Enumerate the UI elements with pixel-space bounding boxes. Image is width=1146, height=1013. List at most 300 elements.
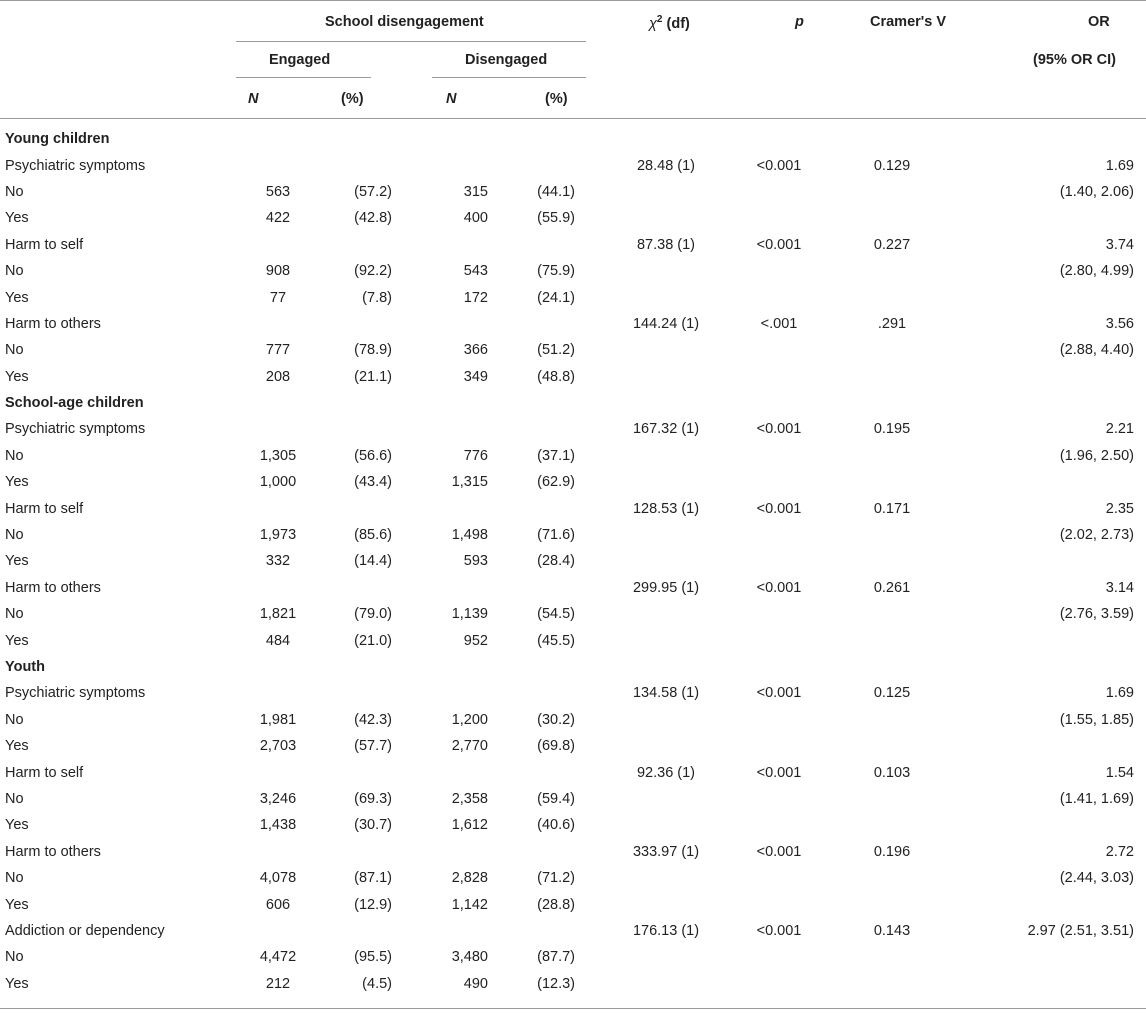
row-label: Harm to others [5, 315, 101, 332]
chi-square [596, 786, 736, 812]
disengaged-pct [488, 495, 596, 521]
category-row [0, 364, 1146, 390]
odds-ratio [962, 364, 1146, 390]
engaged-pct: (4.5) [362, 975, 392, 992]
chi-square [596, 654, 736, 680]
engaged-n: 484 [265, 632, 291, 649]
category-row [0, 944, 1146, 970]
category-row [0, 179, 1146, 205]
p-value: <0.001 [756, 421, 802, 438]
p-value [736, 812, 822, 838]
row-label: Harm to others [5, 579, 101, 596]
engaged-n [236, 416, 320, 442]
chi-square: 92.36 (1) [636, 764, 696, 781]
category-row [0, 627, 1146, 653]
odds-ratio: 1.69 [1105, 685, 1134, 702]
row-label: Yes [5, 632, 29, 649]
disengaged-n: 2,358 [451, 790, 488, 807]
chi-square: 134.58 (1) [632, 685, 700, 702]
p-value: <0.001 [756, 685, 802, 702]
engaged-pct: (69.3) [354, 790, 392, 807]
odds-ratio [962, 733, 1146, 759]
disengaged-pct [488, 416, 596, 442]
p-value: <0.001 [756, 500, 802, 517]
engaged-pct [320, 232, 418, 258]
engaged-n: 4,078 [259, 870, 297, 887]
cramers-v [822, 812, 962, 838]
p-value [736, 337, 822, 363]
disengaged-pct [488, 839, 596, 865]
category-row [0, 971, 1146, 997]
odds-ratio: (1.96, 2.50) [1059, 447, 1134, 464]
variable-row [0, 839, 1146, 865]
cramers-v [822, 891, 962, 917]
disengaged-pct [488, 232, 596, 258]
row-label: Psychiatric symptoms [5, 421, 146, 438]
variable-row [0, 680, 1146, 706]
p-value: <0.001 [756, 236, 802, 253]
chi-square [596, 258, 736, 284]
disengaged-n: 952 [463, 632, 488, 649]
chi-square [596, 971, 736, 997]
odds-ratio: 3.74 [1105, 236, 1134, 253]
cramers-v [822, 601, 962, 627]
chi-square: 87.38 (1) [636, 236, 696, 253]
cramers-v [822, 971, 962, 997]
chi-square: 333.97 (1) [632, 843, 700, 860]
header-or-ci: (95% OR CI) [1033, 52, 1116, 68]
section-row [0, 126, 1146, 152]
engaged-pct: (30.7) [354, 817, 392, 834]
disengaged-n: 1,498 [451, 527, 488, 544]
engaged-pct [320, 390, 418, 416]
p-value: <0.001 [756, 922, 802, 939]
category-row [0, 284, 1146, 310]
variable-row [0, 232, 1146, 258]
engaged-n [236, 126, 320, 152]
disengaged-pct: (45.5) [537, 632, 575, 649]
chi-square [596, 443, 736, 469]
engaged-n: 1,438 [259, 817, 297, 834]
disengaged-n [418, 126, 488, 152]
odds-ratio: 2.35 [1105, 500, 1134, 517]
odds-ratio: 3.56 [1105, 315, 1134, 332]
category-row [0, 812, 1146, 838]
row-label: Psychiatric symptoms [5, 157, 146, 174]
chi-symbol: χ [649, 15, 657, 32]
disengaged-n: 593 [463, 553, 488, 570]
chi-square [596, 205, 736, 231]
p-value [736, 179, 822, 205]
row-label: Young children [5, 131, 110, 148]
disengaged-n: 400 [463, 210, 488, 227]
engaged-pct [320, 654, 418, 680]
p-value [736, 548, 822, 574]
disengaged-n [418, 759, 488, 785]
engaged-pct: (7.8) [362, 289, 392, 306]
disengaged-n [418, 232, 488, 258]
engaged-pct [320, 575, 418, 601]
disengaged-pct: (69.8) [537, 738, 575, 755]
row-label: No [5, 183, 24, 200]
engaged-pct: (57.2) [354, 183, 392, 200]
disengaged-n [418, 152, 488, 178]
odds-ratio: (2.88, 4.40) [1059, 342, 1134, 359]
engaged-pct: (21.0) [354, 632, 392, 649]
p-value [736, 126, 822, 152]
category-row [0, 469, 1146, 495]
row-label: Harm to self [5, 500, 84, 517]
engaged-n: 908 [265, 263, 291, 280]
engaged-pct [320, 495, 418, 521]
row-label: Harm to others [5, 843, 101, 860]
p-value [736, 944, 822, 970]
engaged-n: 3,246 [259, 790, 297, 807]
row-label: No [5, 790, 24, 807]
disengaged-n: 315 [463, 183, 488, 200]
odds-ratio: (2.02, 2.73) [1059, 527, 1134, 544]
cramers-v: 0.103 [873, 764, 911, 781]
p-value [736, 891, 822, 917]
variable-row [0, 311, 1146, 337]
odds-ratio [962, 891, 1146, 917]
spanner-rule-engaged [236, 77, 371, 78]
engaged-n: 332 [265, 553, 291, 570]
chi-square [596, 179, 736, 205]
disengaged-pct: (51.2) [537, 342, 575, 359]
row-label: No [5, 870, 24, 887]
cramers-v: 0.196 [873, 843, 911, 860]
odds-ratio: (2.44, 3.03) [1059, 870, 1134, 887]
cramers-v [822, 469, 962, 495]
disengaged-pct: (30.2) [537, 711, 575, 728]
engaged-n [236, 759, 320, 785]
odds-ratio: 1.54 [1105, 764, 1134, 781]
row-label: No [5, 263, 24, 280]
disengaged-n [418, 495, 488, 521]
row-label: No [5, 527, 24, 544]
header-or: OR [1088, 14, 1110, 30]
cramers-v [822, 126, 962, 152]
disengaged-pct: (87.7) [537, 949, 575, 966]
row-label: School-age children [5, 395, 144, 412]
engaged-pct: (95.5) [354, 949, 392, 966]
engaged-pct: (42.8) [354, 210, 392, 227]
engaged-n: 606 [265, 896, 291, 913]
cramers-v: 0.195 [873, 421, 911, 438]
disengaged-n: 366 [463, 342, 488, 359]
row-label: Yes [5, 975, 29, 992]
cramers-v [822, 627, 962, 653]
cramers-v: 0.129 [873, 157, 911, 174]
disengaged-pct: (28.4) [537, 553, 575, 570]
header-engaged-pct: (%) [341, 91, 364, 107]
p-value [736, 733, 822, 759]
chi-square [596, 126, 736, 152]
category-row [0, 786, 1146, 812]
chi-square: 128.53 (1) [632, 500, 700, 517]
header-engaged-n: N [248, 91, 259, 107]
engaged-n: 777 [265, 342, 291, 359]
engaged-n: 1,973 [259, 527, 297, 544]
chi-df-label: (df) [662, 15, 690, 32]
odds-ratio [962, 126, 1146, 152]
chi-square [596, 601, 736, 627]
row-label: Yes [5, 289, 29, 306]
cramers-v [822, 654, 962, 680]
row-label: No [5, 711, 24, 728]
engaged-pct [320, 311, 418, 337]
engaged-pct [320, 152, 418, 178]
engaged-pct [320, 839, 418, 865]
cramers-v [822, 364, 962, 390]
chi-square [596, 469, 736, 495]
chi-square: 167.32 (1) [632, 421, 700, 438]
odds-ratio [962, 971, 1146, 997]
engaged-pct: (14.4) [354, 553, 392, 570]
engaged-pct: (85.6) [354, 527, 392, 544]
odds-ratio [962, 654, 1146, 680]
odds-ratio [962, 390, 1146, 416]
cramers-v [822, 522, 962, 548]
category-row [0, 891, 1146, 917]
category-row [0, 548, 1146, 574]
chi-superscript: 2 [656, 14, 663, 25]
variable-row [0, 416, 1146, 442]
chi-square [596, 812, 736, 838]
category-row [0, 601, 1146, 627]
header-school-disengagement: School disengagement [325, 14, 484, 30]
chi-square [596, 891, 736, 917]
disengaged-n: 3,480 [451, 949, 488, 966]
header-engaged: Engaged [269, 52, 331, 68]
cramers-v [822, 284, 962, 310]
disengaged-n: 1,200 [451, 711, 488, 728]
top-rule [0, 0, 1146, 1]
engaged-pct: (92.2) [354, 263, 392, 280]
row-label: Yes [5, 738, 29, 755]
variable-row [0, 918, 1146, 944]
header-disengaged: Disengaged [465, 52, 548, 68]
cramers-v: .291 [877, 315, 907, 332]
disengaged-pct: (54.5) [537, 606, 575, 623]
disengaged-pct: (62.9) [537, 474, 575, 491]
engaged-n [236, 654, 320, 680]
engaged-pct: (56.6) [354, 447, 392, 464]
cramers-v [822, 865, 962, 891]
disengaged-pct: (28.8) [537, 896, 575, 913]
engaged-n: 563 [265, 183, 291, 200]
disengaged-n [418, 654, 488, 680]
engaged-pct: (43.4) [354, 474, 392, 491]
cramers-v: 0.227 [873, 236, 911, 253]
disengaged-n: 2,770 [451, 738, 488, 755]
p-value [736, 364, 822, 390]
disengaged-n [418, 575, 488, 601]
disengaged-n [418, 918, 488, 944]
disengaged-n: 1,142 [451, 896, 488, 913]
chi-square [596, 364, 736, 390]
engaged-n [236, 390, 320, 416]
header-chi-square [649, 14, 690, 32]
cramers-v [822, 548, 962, 574]
engaged-pct: (12.9) [354, 896, 392, 913]
spanner-rule-disengaged [432, 77, 586, 78]
disengaged-pct: (24.1) [537, 289, 575, 306]
engaged-n: 1,821 [259, 606, 297, 623]
row-label: Yes [5, 817, 29, 834]
odds-ratio [962, 284, 1146, 310]
engaged-pct: (42.3) [354, 711, 392, 728]
engaged-pct [320, 759, 418, 785]
p-value: <0.001 [756, 579, 802, 596]
bottom-rule [0, 1008, 1146, 1009]
cramers-v [822, 944, 962, 970]
variable-row [0, 759, 1146, 785]
odds-ratio: 3.14 [1105, 579, 1134, 596]
chi-square [596, 707, 736, 733]
row-label: Yes [5, 368, 29, 385]
p-value: <0.001 [756, 843, 802, 860]
chi-square: 28.48 (1) [636, 157, 696, 174]
chi-square [596, 944, 736, 970]
p-value [736, 865, 822, 891]
row-label: Youth [5, 659, 45, 675]
variable-row [0, 152, 1146, 178]
row-label: Yes [5, 553, 29, 570]
cramers-v [822, 390, 962, 416]
engaged-pct [320, 918, 418, 944]
disengaged-n [418, 680, 488, 706]
odds-ratio [962, 944, 1146, 970]
disengaged-n: 1,315 [451, 474, 488, 491]
row-label: Psychiatric symptoms [5, 685, 146, 702]
disengaged-pct: (71.2) [537, 870, 575, 887]
disengaged-pct [488, 152, 596, 178]
disengaged-pct: (40.6) [537, 817, 575, 834]
disengaged-n [418, 390, 488, 416]
chi-square [596, 522, 736, 548]
disengaged-n [418, 311, 488, 337]
chi-square [596, 865, 736, 891]
odds-ratio: (1.40, 2.06) [1059, 183, 1134, 200]
p-value [736, 258, 822, 284]
header-bottom-rule [0, 118, 1146, 119]
engaged-pct: (87.1) [354, 870, 392, 887]
variable-row [0, 495, 1146, 521]
disengaged-pct: (71.6) [537, 527, 575, 544]
engaged-n: 1,981 [259, 711, 297, 728]
header-cramers-v: Cramer's V [870, 14, 946, 30]
disengaged-n: 543 [463, 263, 488, 280]
chi-square: 176.13 (1) [632, 922, 700, 939]
odds-ratio [962, 205, 1146, 231]
cramers-v [822, 786, 962, 812]
disengaged-n: 1,139 [451, 606, 488, 623]
header-disengaged-n: N [446, 91, 457, 107]
cramers-v [822, 733, 962, 759]
row-label: Yes [5, 210, 29, 227]
row-label: Yes [5, 474, 29, 491]
chi-square [596, 337, 736, 363]
disengaged-pct [488, 918, 596, 944]
engaged-n: 4,472 [259, 949, 297, 966]
category-row [0, 707, 1146, 733]
cramers-v: 0.261 [873, 579, 911, 596]
category-row [0, 522, 1146, 548]
disengaged-pct [488, 126, 596, 152]
odds-ratio: (2.80, 4.99) [1059, 263, 1134, 280]
disengaged-pct: (55.9) [537, 210, 575, 227]
p-value: <0.001 [756, 764, 802, 781]
p-value [736, 522, 822, 548]
disengaged-pct [488, 390, 596, 416]
chi-square [596, 548, 736, 574]
odds-ratio: 2.97 (2.51, 3.51) [1027, 922, 1134, 939]
engaged-n: 1,305 [259, 447, 297, 464]
chi-square: 299.95 (1) [632, 579, 700, 596]
cramers-v [822, 443, 962, 469]
row-label: No [5, 606, 24, 623]
table-body [0, 126, 1146, 997]
row-label: No [5, 447, 24, 464]
disengaged-pct [488, 575, 596, 601]
disengaged-pct [488, 311, 596, 337]
engaged-n: 77 [269, 289, 287, 306]
chi-square: 144.24 (1) [632, 315, 700, 332]
engaged-n: 2,703 [259, 738, 297, 755]
chi-square [596, 627, 736, 653]
category-row [0, 443, 1146, 469]
engaged-n [236, 839, 320, 865]
p-value [736, 390, 822, 416]
section-row [0, 654, 1146, 680]
category-row [0, 865, 1146, 891]
engaged-n: 1,000 [259, 474, 297, 491]
odds-ratio: 1.69 [1105, 157, 1134, 174]
disengaged-n: 172 [463, 289, 488, 306]
engaged-pct: (79.0) [354, 606, 392, 623]
disengaged-n [418, 839, 488, 865]
category-row [0, 733, 1146, 759]
disengaged-n: 349 [463, 368, 488, 385]
header-disengaged-pct: (%) [545, 91, 568, 107]
engaged-pct: (78.9) [354, 342, 392, 359]
p-value [736, 284, 822, 310]
disengaged-n: 2,828 [451, 870, 488, 887]
engaged-n [236, 232, 320, 258]
odds-ratio [962, 812, 1146, 838]
disengaged-pct [488, 654, 596, 680]
disengaged-n: 776 [463, 447, 488, 464]
category-row [0, 205, 1146, 231]
p-value [736, 971, 822, 997]
cramers-v: 0.143 [873, 922, 911, 939]
cramers-v [822, 205, 962, 231]
disengaged-pct: (48.8) [537, 368, 575, 385]
disengaged-pct: (12.3) [537, 975, 575, 992]
p-value [736, 707, 822, 733]
engaged-pct [320, 126, 418, 152]
engaged-pct: (21.1) [354, 368, 392, 385]
disengaged-n: 1,612 [451, 817, 488, 834]
row-label: Harm to self [5, 236, 84, 253]
p-value [736, 443, 822, 469]
category-row [0, 258, 1146, 284]
disengaged-pct: (37.1) [537, 447, 575, 464]
odds-ratio [962, 627, 1146, 653]
odds-ratio: 2.21 [1105, 421, 1134, 438]
